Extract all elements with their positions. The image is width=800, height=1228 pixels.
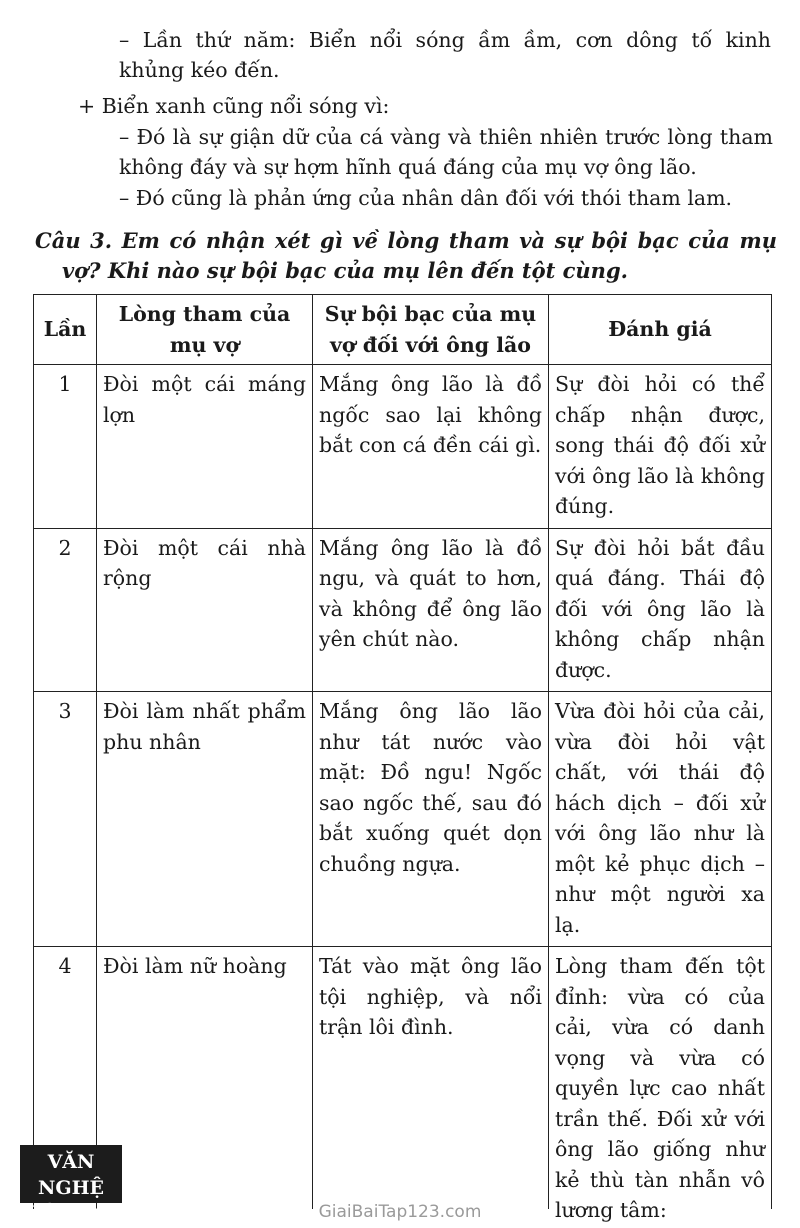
question-line-2: vợ? Khi nào sự bội bạc của mụ lên đến tột cùng. (62, 258, 628, 283)
cell-number: 2 (34, 528, 97, 692)
logo-line-1: VĂN NGHỆ (37, 1151, 105, 1199)
table-row (34, 528, 772, 692)
cell-number: 3 (34, 692, 97, 947)
cell-greed: Đòi một cái máng lợn (97, 365, 313, 529)
intro-line-6: – Đó cũng là phản ứng của nhân dân đối với thói tham lam. (119, 186, 733, 210)
cell-assessment-text: Lòng tham đến tột đỉnh: vừa có của cải, vừa có danh vọng và vừa có quyền lực cao nhất trần thế. Đối xử với ông lão giống như kẻ thù tàn nhẫn vô lương tâm: (555, 954, 765, 1222)
cell-ingratitude: Mắng ông lão lão như tát nước vào mặt: Đồ ngu! Ngốc sao ngốc thế, sau đó bắt xuống quét dọn chuồng ngựa. (313, 692, 549, 947)
cell-ingratitude: Mắng ông lão là đồ ngu, và quát to hơn, và không để ông lão yên chút nào. (313, 528, 549, 692)
table-row (34, 947, 772, 1210)
cell-greed: Đòi làm nữ hoàng (97, 947, 313, 1210)
cell-number: 4 (34, 947, 97, 1210)
cell-greed: Đòi làm nhất phẩm phu nhân (97, 692, 313, 947)
logo-line-2: TiềnGiang (24, 1202, 118, 1221)
intro-line-4: – Đó là sự giận dữ của cá vàng và thiên nhiên trước lòng tham (119, 125, 773, 149)
table-header-row (34, 295, 772, 365)
cell-assessment: Sự đòi hỏi có thể chấp nhận được, song thái độ đối xử với ông lão là không đúng. (549, 365, 772, 529)
cell-ingratitude: Tát vào mặt ông lão tội nghiệp, và nổi trận lôi đình. (313, 947, 549, 1210)
cell-greed: Đòi một cái nhà rộng (97, 528, 313, 692)
header-lan: Lần (34, 295, 97, 365)
cell-assessment (549, 947, 772, 1222)
intro-line-5: không đáy và sự hợm hĩnh quá đáng của mụ vợ ông lão. (119, 155, 697, 179)
question-heading (35, 226, 777, 286)
question-line-1: Câu 3. Em có nhận xét gì về lòng tham và sự bội bạc của mụ (35, 228, 777, 253)
table-row (34, 692, 772, 947)
intro-line-1: – Lần thứ năm: Biển nổi sóng ầm ầm, cơn dông tố kinh (119, 28, 771, 52)
header-ingratitude: Sự bội bạc của mụ vợ đối với ông lão (313, 295, 549, 365)
cell-assessment: Sự đòi hỏi bắt đầu quá đáng. Thái độ đối với ông lão là không chấp nhận được. (549, 528, 772, 692)
table-row (34, 365, 772, 529)
intro-line-3: + Biển xanh cũng nổi sóng vì: (78, 94, 390, 118)
cell-assessment: Vừa đòi hỏi của cải, vừa đòi hỏi vật chất, với thái độ hách dịch – đối xử với ông lão như là một kẻ phục dịch – như một người xa lạ. (549, 692, 772, 947)
header-greed: Lòng tham của mụ vợ (97, 295, 313, 365)
cell-ingratitude: Mắng ông lão là đồ ngốc sao lại không bắt con cá đền cái gì. (313, 365, 549, 529)
cell-number: 1 (34, 365, 97, 529)
publisher-logo (20, 1145, 122, 1221)
header-assessment: Đánh giá (549, 295, 772, 365)
site-watermark: GiaiBaiTap123.com (318, 1202, 482, 1222)
intro-line-2: khủng kéo đến. (119, 58, 280, 82)
